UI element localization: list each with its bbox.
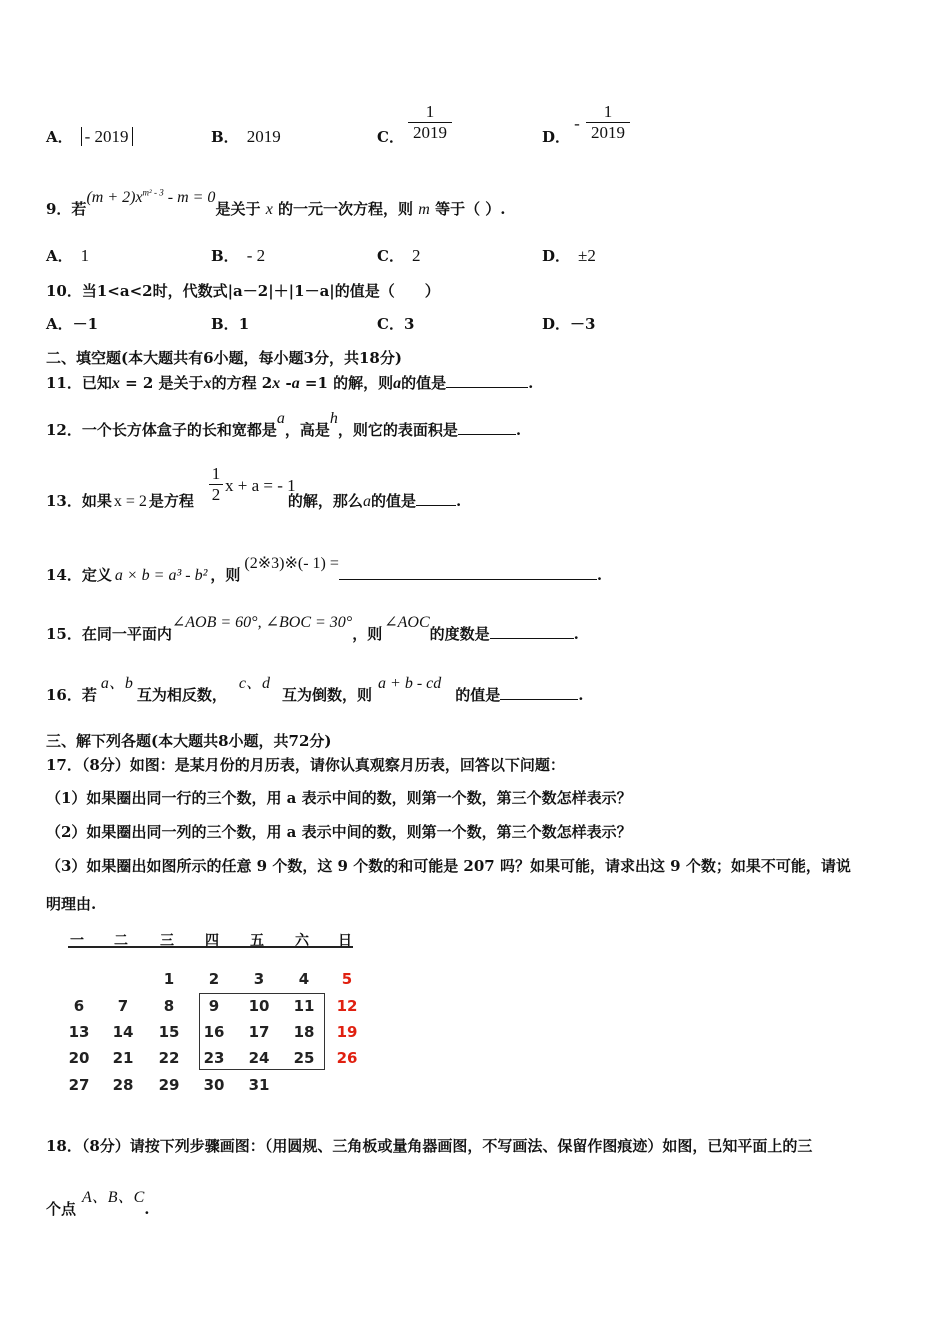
text: . bbox=[515, 421, 522, 439]
q10-option-a[interactable] bbox=[46, 313, 98, 334]
text: 是方程 bbox=[148, 492, 194, 510]
option-value: 3 bbox=[403, 315, 415, 333]
calendar-weekday-header: 五 bbox=[250, 933, 264, 949]
option-value: －1 bbox=[72, 315, 99, 333]
question-11 bbox=[46, 372, 533, 393]
definition: a × b = a³ - b² bbox=[114, 567, 208, 584]
text: . bbox=[455, 492, 462, 510]
option-label: B． bbox=[211, 128, 239, 146]
calendar-day: 31 bbox=[248, 1076, 270, 1094]
q8-option-c[interactable] bbox=[377, 126, 404, 147]
calendar-day: 5 bbox=[341, 970, 353, 988]
answer-blank[interactable] bbox=[446, 375, 528, 388]
question-10: 10．当1<a<2时，代数式|a－2|＋|1－a|的值是（ ） bbox=[46, 282, 440, 300]
calendar-day: 27 bbox=[68, 1076, 90, 1094]
option-value: 1 bbox=[80, 246, 90, 265]
option-label: B． bbox=[211, 247, 239, 265]
q9-expression bbox=[86, 189, 215, 206]
answer-blank[interactable] bbox=[490, 626, 574, 639]
question-14 bbox=[46, 555, 603, 585]
option-value: ±2 bbox=[578, 246, 596, 265]
vars: a、b bbox=[100, 675, 133, 692]
calendar-day: 13 bbox=[68, 1023, 90, 1041]
text: 个点 bbox=[46, 1200, 77, 1218]
text: 15．在同一平面内 bbox=[46, 625, 172, 643]
calendar-day: 11 bbox=[293, 997, 315, 1015]
text: 是关于 bbox=[158, 374, 204, 392]
text: 等于（ ）. bbox=[435, 200, 506, 218]
question-17-stem: 17．（8分）如图：是某月份的月历表，请你认真观察月历表，回答以下问题： bbox=[46, 756, 565, 774]
calendar-day: 30 bbox=[203, 1076, 225, 1094]
text: 的一元一次方程，则 bbox=[278, 200, 414, 218]
section-2-heading: 二、填空题(本大题共有6小题，每小题3分，共18分) bbox=[46, 349, 402, 367]
expr-exponent: m² - 3 bbox=[142, 187, 164, 198]
question-15 bbox=[46, 614, 579, 644]
q8-d-minus bbox=[572, 114, 582, 134]
fraction-numerator: 1 bbox=[211, 464, 221, 483]
text: 是关于 bbox=[215, 200, 261, 218]
text: 13．如果 bbox=[46, 492, 112, 510]
q9-option-b[interactable] bbox=[211, 245, 265, 266]
q8-c-fraction bbox=[408, 102, 452, 143]
calendar-day: 12 bbox=[336, 997, 358, 1015]
option-label: A． bbox=[46, 315, 73, 333]
q9-option-a[interactable] bbox=[46, 245, 89, 266]
option-label: A． bbox=[46, 128, 73, 146]
q8-option-d[interactable] bbox=[542, 126, 570, 147]
var: h bbox=[329, 410, 338, 427]
calendar-day: 1 bbox=[163, 970, 175, 988]
calendar-day: 9 bbox=[208, 997, 220, 1015]
option-label: B． bbox=[211, 315, 239, 333]
calendar-day: 29 bbox=[158, 1076, 180, 1094]
option-value: －3 bbox=[570, 315, 596, 333]
calendar-weekday-header: 四 bbox=[205, 933, 219, 949]
q9-option-d[interactable] bbox=[542, 245, 596, 266]
q8-d-fraction bbox=[586, 102, 630, 143]
calendar-weekday-header: 一 bbox=[70, 933, 84, 949]
fraction-denominator: 2019 bbox=[413, 123, 447, 142]
answer-blank[interactable] bbox=[458, 422, 516, 435]
text: 的值是 bbox=[455, 686, 501, 704]
calendar-day: 15 bbox=[158, 1023, 180, 1041]
calendar-day: 20 bbox=[68, 1049, 90, 1067]
equation: x = 2 bbox=[113, 493, 147, 510]
text: ，高是 bbox=[284, 421, 330, 439]
q10-option-b[interactable] bbox=[211, 313, 249, 334]
text: ，则 bbox=[210, 566, 241, 584]
q10-option-d[interactable] bbox=[542, 313, 595, 334]
calendar-day: 21 bbox=[112, 1049, 134, 1067]
calendar-day: 28 bbox=[112, 1076, 134, 1094]
calendar-day: 24 bbox=[248, 1049, 270, 1067]
question-12 bbox=[46, 410, 522, 440]
text: . bbox=[573, 625, 579, 643]
option-value: - 2 bbox=[246, 246, 266, 265]
var: x bbox=[111, 375, 120, 392]
points: A、B、C bbox=[82, 1189, 145, 1206]
expr-part: - m = 0 bbox=[163, 189, 216, 206]
calendar-day: 3 bbox=[253, 970, 265, 988]
option-label: C． bbox=[377, 315, 404, 333]
answer-blank[interactable] bbox=[416, 493, 456, 506]
q13-equation bbox=[225, 476, 296, 496]
text: 的值是 bbox=[370, 492, 416, 510]
calendar-day: 25 bbox=[293, 1049, 315, 1067]
option-value: 2019 bbox=[246, 127, 281, 146]
question-17-part-1: （1）如果圈出同一行的三个数，用 a 表示中间的数，则第一个数，第三个数怎样表示？ bbox=[46, 789, 632, 807]
calendar-day: 7 bbox=[117, 997, 129, 1015]
var: a bbox=[362, 493, 371, 510]
calendar-weekday-header: 日 bbox=[338, 933, 352, 949]
option-label: A． bbox=[46, 247, 73, 265]
q9-option-c[interactable] bbox=[377, 245, 420, 266]
option-label: D． bbox=[542, 247, 571, 265]
option-value: 2 bbox=[411, 246, 421, 265]
question-18-cont bbox=[46, 1189, 150, 1219]
q8-option-a[interactable] bbox=[46, 126, 133, 147]
q13-fraction bbox=[209, 464, 223, 505]
calendar-day: 18 bbox=[293, 1023, 315, 1041]
text: 的方程 2 bbox=[211, 374, 273, 392]
question-17-part-2: （2）如果圈出同一列的三个数，用 a 表示中间的数，则第一个数，第三个数怎样表示？ bbox=[46, 823, 632, 841]
option-value: 1 bbox=[238, 315, 250, 333]
text: 互为相反数， bbox=[136, 686, 227, 704]
calendar-weekday-header: 三 bbox=[160, 933, 174, 949]
fraction-denominator: 2019 bbox=[591, 123, 625, 142]
answer-blank[interactable] bbox=[339, 567, 597, 580]
text: . bbox=[578, 686, 584, 704]
minus-sign: - bbox=[574, 114, 580, 133]
question-18-stem: 18．（8分）请按下列步骤画图：（用圆规、三角板或量角器画图，不写画法、保留作图痕迹）如图，已知平面上的三 bbox=[46, 1137, 813, 1155]
question-9 bbox=[46, 187, 506, 219]
text: . bbox=[144, 1200, 150, 1218]
option-label: C． bbox=[377, 128, 404, 146]
var: x bbox=[272, 375, 281, 392]
text: 12．一个长方体盒子的长和宽都是 bbox=[46, 421, 277, 439]
var: a bbox=[393, 375, 402, 392]
var: x bbox=[265, 201, 273, 218]
text: - bbox=[280, 374, 292, 392]
calendar-day: 4 bbox=[298, 970, 310, 988]
angle: ∠AOC bbox=[384, 614, 430, 631]
text: 的值是 bbox=[401, 374, 447, 392]
calendar-day: 17 bbox=[248, 1023, 270, 1041]
text: ，则 bbox=[352, 625, 383, 643]
var: a bbox=[291, 375, 300, 392]
equation-text: x + a = - 1 bbox=[225, 476, 296, 495]
calendar-figure bbox=[62, 926, 362, 1098]
calendar-weekday-header: 六 bbox=[295, 933, 309, 949]
text: . bbox=[528, 374, 534, 392]
text: 11．已知 bbox=[46, 374, 112, 392]
option-label: C． bbox=[377, 247, 404, 265]
expression: a + b - cd bbox=[378, 675, 442, 692]
text: . bbox=[596, 566, 603, 584]
option-label: D． bbox=[542, 128, 571, 146]
answer-blank[interactable] bbox=[500, 687, 578, 700]
text: =1 的解，则 bbox=[299, 374, 394, 392]
vars: c、d bbox=[238, 675, 271, 692]
expr-part: (m + 2)x bbox=[86, 189, 143, 206]
text: 互为倒数，则 bbox=[282, 686, 373, 704]
text: 16．若 bbox=[46, 686, 97, 704]
q8-option-b[interactable] bbox=[211, 126, 281, 147]
question-17-part-3-cont: 明理由. bbox=[46, 895, 97, 913]
q10-option-c[interactable] bbox=[377, 313, 414, 334]
text: 14．定义 bbox=[46, 566, 112, 584]
calendar-day: 8 bbox=[163, 997, 175, 1015]
var: m bbox=[418, 201, 430, 218]
calendar-day: 14 bbox=[112, 1023, 134, 1041]
option-label: D． bbox=[542, 315, 571, 333]
calendar-day: 6 bbox=[73, 997, 85, 1015]
text: 的解，那么 bbox=[287, 492, 363, 510]
text: 的度数是 bbox=[429, 625, 490, 643]
question-16 bbox=[46, 675, 584, 705]
text: = 2 bbox=[119, 374, 159, 392]
text: ，则它的表面积是 bbox=[337, 421, 458, 439]
calendar-day: 2 bbox=[208, 970, 220, 988]
calendar-day: 22 bbox=[158, 1049, 180, 1067]
calendar-weekday-header: 二 bbox=[114, 933, 128, 949]
angles: ∠AOB = 60°, ∠BOC = 30° bbox=[171, 614, 353, 631]
calendar-day: 26 bbox=[336, 1049, 358, 1067]
question-17-part-3: （3）如果圈出如图所示的任意 9 个数，这 9 个数的和可能是 207 吗？如果可能，请求出这 9 个数；如果不可能，请说 bbox=[46, 857, 851, 875]
section-3-heading: 三、解下列各题(本大题共8小题，共72分) bbox=[46, 732, 332, 750]
var: a bbox=[276, 410, 285, 427]
calendar-day: 23 bbox=[203, 1049, 225, 1067]
fraction-numerator: 1 bbox=[425, 102, 435, 121]
fraction-denominator: 2 bbox=[211, 485, 221, 504]
var: x bbox=[203, 375, 212, 392]
fraction-numerator: 1 bbox=[603, 102, 613, 121]
calendar-day: 10 bbox=[248, 997, 270, 1015]
calendar-day: 19 bbox=[336, 1023, 358, 1041]
option-value: - 2019 bbox=[81, 127, 133, 146]
expression: (2※3)※(- 1) = bbox=[244, 555, 339, 572]
question-number: 9．若 bbox=[46, 200, 87, 218]
calendar-day: 16 bbox=[203, 1023, 225, 1041]
